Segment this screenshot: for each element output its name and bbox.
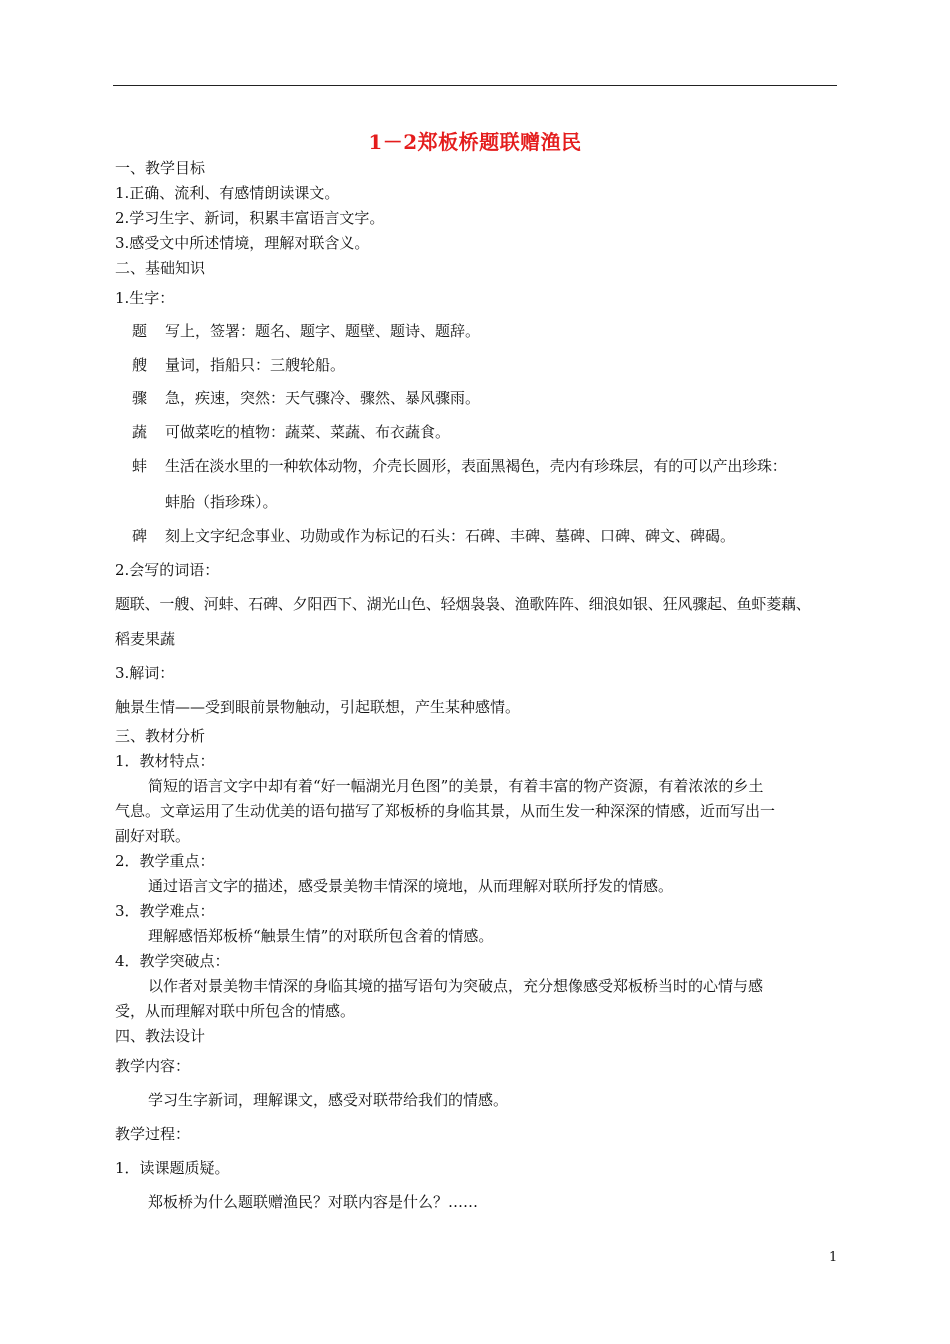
analysis-text: 副好对联。: [115, 827, 191, 845]
section-heading-goals: 一、教学目标: [115, 159, 206, 177]
section-heading-method: 四、教法设计: [115, 1027, 206, 1045]
process-step: 1．读课题质疑。: [115, 1159, 230, 1177]
subheading-words: 2.会写的词语：: [115, 561, 220, 579]
vocab-char: 蚌: [132, 457, 148, 475]
process-label: 教学过程：: [115, 1125, 191, 1143]
vocab-def: 写上，签署：题名、题字、题壁、题诗、题辞。: [165, 322, 481, 340]
section-heading-analysis: 三、教材分析: [115, 727, 206, 745]
goal-item: 2.学习生字、新词，积累丰富语言文字。: [115, 209, 385, 227]
section-heading-basics: 二、基础知识: [115, 259, 206, 277]
document-title: 1－2郑板桥题联赠渔民: [368, 130, 582, 154]
words-line: 题联、一艘、河蚌、石碑、夕阳西下、湖光山色、轻烟袅袅、渔歌阵阵、细浪如银、狂风骤起、鱼虾菱藕、: [115, 595, 811, 613]
analysis-text: 简短的语言文字中却有着“好一幅湖光月色图”的美景，有着丰富的物产资源，有着浓浓的乡土: [148, 777, 764, 795]
vocab-def: 可做菜吃的植物：蔬菜、菜蔬、布衣蔬食。: [165, 423, 451, 441]
analysis-label: 4．教学突破点：: [115, 952, 230, 970]
vocab-def: 刻上文字纪念事业、功勋或作为标记的石头：石碑、丰碑、墓碑、口碑、碑文、碑碣。: [165, 527, 736, 545]
words-line: 稻麦果蔬: [115, 630, 176, 648]
explain-text: 触景生情——受到眼前景物触动，引起联想，产生某种感情。: [115, 698, 521, 716]
content-text: 学习生字新词，理解课文，感受对联带给我们的情感。: [148, 1091, 509, 1109]
goal-item: 3.感受文中所述情境，理解对联含义。: [115, 234, 370, 252]
analysis-text: 气息。文章运用了生动优美的语句描写了郑板桥的身临其景，从而生发一种深深的情感，近而写出一: [115, 802, 776, 820]
vocab-def: 量词，指船只：三艘轮船。: [165, 356, 346, 374]
process-step-text: 郑板桥为什么题联赠渔民？对联内容是什么？……: [148, 1193, 479, 1211]
analysis-text: 以作者对景美物丰情深的身临其境的描写语句为突破点，充分想像感受郑板桥当时的心情与感: [148, 977, 764, 995]
analysis-text: 受，从而理解对联中所包含的情感。: [115, 1002, 356, 1020]
vocab-char: 碑: [132, 527, 148, 545]
subheading-new-chars: 1.生字：: [115, 289, 175, 307]
vocab-char: 题: [132, 322, 148, 340]
vocab-char: 蔬: [132, 423, 148, 441]
analysis-label: 1．教材特点：: [115, 752, 215, 770]
header-rule: [113, 85, 837, 86]
vocab-def: 急，疾速，突然：天气骤冷、骤然、暴风骤雨。: [165, 389, 481, 407]
analysis-label: 2．教学重点：: [115, 852, 215, 870]
vocab-char: 艘: [132, 356, 148, 374]
page-number: 1: [829, 1250, 838, 1265]
analysis-text: 通过语言文字的描述，感受景美物丰情深的境地，从而理解对联所抒发的情感。: [148, 877, 674, 895]
goal-item: 1.正确、流利、有感情朗读课文。: [115, 184, 340, 202]
content-label: 教学内容：: [115, 1057, 191, 1075]
vocab-char: 骤: [132, 389, 148, 407]
analysis-text: 理解感悟郑板桥“触景生情”的对联所包含着的情感。: [148, 927, 494, 945]
vocab-def: 生活在淡水里的一种软体动物，介壳长圆形，表面黑褐色，壳内有珍珠层，有的可以产出珍珠：: [165, 457, 787, 475]
subheading-explain: 3.解词：: [115, 664, 175, 682]
analysis-label: 3．教学难点：: [115, 902, 215, 920]
vocab-def-continued: 蚌胎（指珍珠）。: [165, 493, 278, 511]
